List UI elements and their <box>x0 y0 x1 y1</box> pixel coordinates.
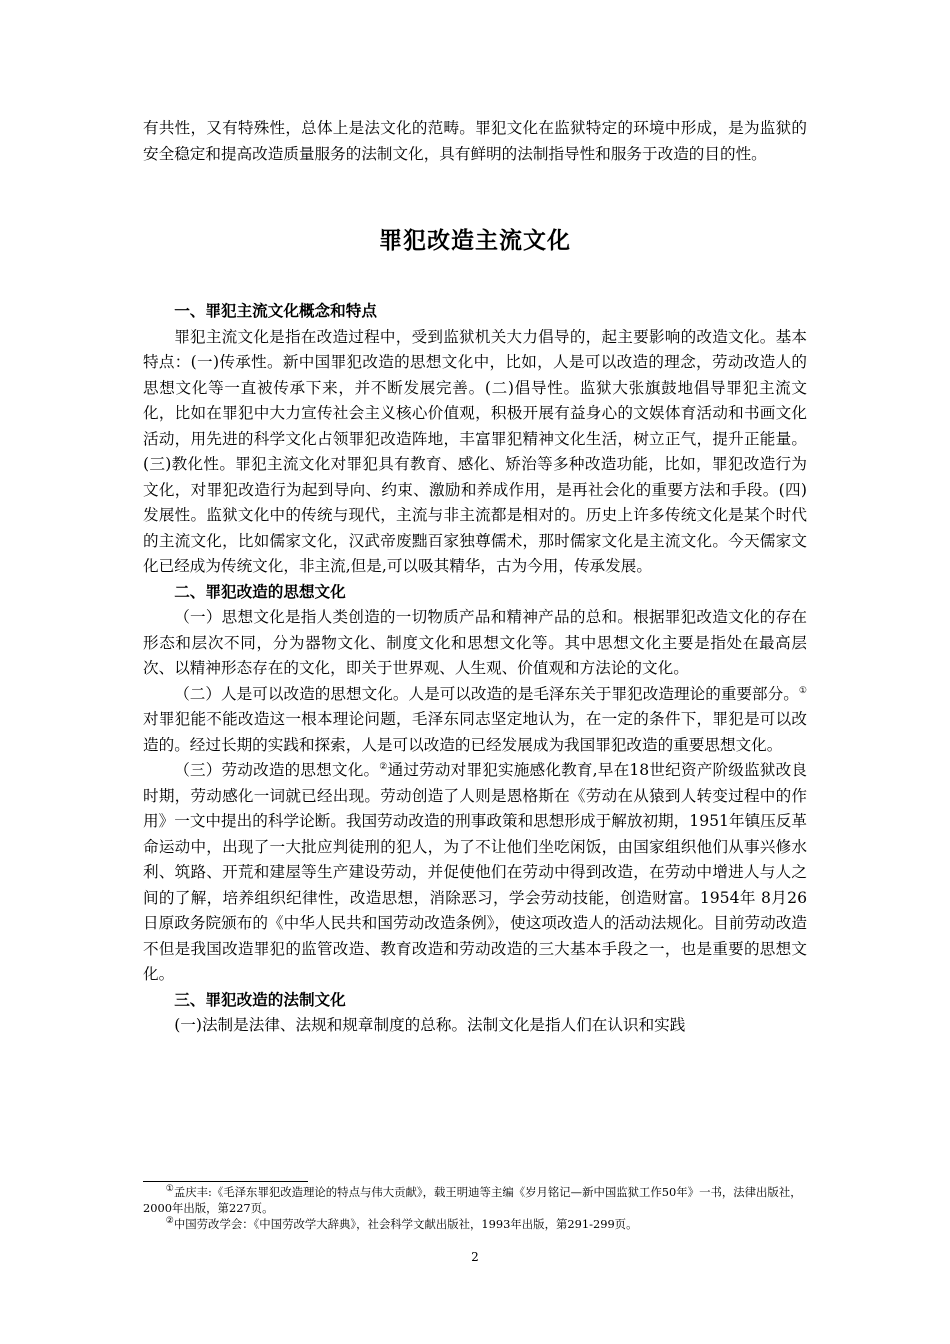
section-heading-1: 一、罪犯主流文化概念和特点 <box>174 302 377 320</box>
section-2-paragraph-3 <box>143 758 807 988</box>
footnote-ref-2: ② <box>379 761 388 772</box>
footnote-divider <box>143 1181 308 1182</box>
section-2-paragraph-1: （一）思想文化是指人类创造的一切物质产品和精神产品的总和。根据罪犯改造文化的存在形态和层次不同，分为器物文化、制度文化和思想文化等。其中思想文化主要是指处在最高层次、以精神形态存在的文化，即关于世界观、人生观、价值观和方法论的文化。 <box>143 608 807 677</box>
footnotes <box>143 1184 807 1232</box>
footnote-1-mark: ① <box>165 1184 174 1195</box>
section-heading-2: 二、罪犯改造的思想文化 <box>174 582 346 601</box>
footnote-2 <box>143 1216 807 1232</box>
footnote-2-text: 中国劳改学会：《中国劳改学大辞典》，社会科学文献出版社，1993年出版，第291-299页。 <box>173 1217 638 1231</box>
section-2-paragraph-2-part-a: （二）人是可以改造的思想文化。人是可以改造的是毛泽东关于罪犯改造理论的重要部分。 <box>174 684 799 703</box>
section-2-paragraph-3-part-a: （三）劳动改造的思想文化。 <box>174 761 380 779</box>
section-2-paragraph-2-part-b: 对罪犯能不能改造这一根本理论问题，毛泽东同志坚定地认为，在一定的条件下，罪犯是可以改造的。经过长期的实践和探索，人是可以改造的已经发展成为我国罪犯改造的重要思想文化。 <box>143 710 807 754</box>
main-body <box>143 299 807 1039</box>
section-heading-3: 三、罪犯改造的法制文化 <box>174 990 346 1009</box>
section-2-paragraph-3-part-b: 通过劳动对罪犯实施感化教育,早在18世纪资产阶级监狱改良时期，劳动感化一词就已经出现。劳动创造了人则是恩格斯在《劳动在从猿到人转变过程中的作用》一文中提出的科学论断。我国劳动改造的刑事政策和思想形成于解放初期，1951年镇压反革命运动中，出现了一大批应判徒刑的犯人，为了不让他们坐吃闲饭，由国家组织他们从事兴修水利、筑路、开荒和建屋等生产建设劳动，并促使他们在劳动中得到改造，在劳动中增进人与人之间的了解，培养组织纪律性，改造思想，消除恶习，学会劳动技能，创造财富。1954年 8月26日原政务院颁布的《中华人民共和国劳动改造条例》，使这项改造人的活动法规化。目前劳动改造不但是我国改造罪犯的监管改造、教育改造和劳动改造的三大基本手段之一，也是重要的思想文化。 <box>143 761 807 983</box>
intro-paragraph: 有共性，又有特殊性，总体上是法文化的范畴。罪犯文化在监狱特定的环境中形成，是为监狱的安全稳定和提高改造质量服务的法制文化，具有鲜明的法制指导性和服务于改造的目的性。 <box>143 119 807 163</box>
section-1-paragraph: 罪犯主流文化是指在改造过程中，受到监狱机关大力倡导的，起主要影响的改造文化。基本特点：(一)传承性。新中国罪犯改造的思想文化中，比如，人是可以改造的理念，劳动改造人的思想文化等一直被传承下来，并不断发展完善。(二)倡导性。监狱大张旗鼓地倡导罪犯主流文化，比如在罪犯中大力宣传社会主义核心价值观，积极开展有益身心的文娱体育活动和书画文化活动，用先进的科学文化占领罪犯改造阵地，丰富罪犯精神文化生活，树立正气，提升正能量。(三)教化性。罪犯主流文化对罪犯具有教育、感化、矫治等多种改造功能，比如，罪犯改造行为文化，对罪犯改造行为起到导向、约束、激励和养成作用，是再社会化的重要方法和手段。(四)发展性。监狱文化中的传统与现代，主流与非主流都是相对的。历史上许多传统文化是某个时代的主流文化，比如儒家文化，汉武帝废黜百家独尊儒术，那时儒家文化是主流文化。今天儒家文化已经成为传统文化，非主流,但是,可以吸其精华，古为今用，传承发展。 <box>143 327 807 575</box>
section-3-paragraph: (一)法制是法律、法规和规章制度的总称。法制文化是指人们在认识和实践 <box>174 1016 686 1034</box>
footnote-ref-1: ① <box>798 685 807 696</box>
page-number: 2 <box>471 1250 479 1264</box>
footnote-1-text: 孟庆丰:《毛泽东罪犯改造理论的特点与伟大贡献》，载王明迪等主编《岁月铭记—新中国监狱工作50年》一书，法律出版社，2000年出版，第227页。 <box>143 1185 802 1215</box>
page-title: 罪犯改造主流文化 <box>379 228 571 254</box>
footnote-1 <box>143 1184 807 1216</box>
footnote-2-mark: ② <box>165 1216 174 1227</box>
section-2-paragraph-2 <box>143 682 807 759</box>
intro-block <box>143 116 807 167</box>
